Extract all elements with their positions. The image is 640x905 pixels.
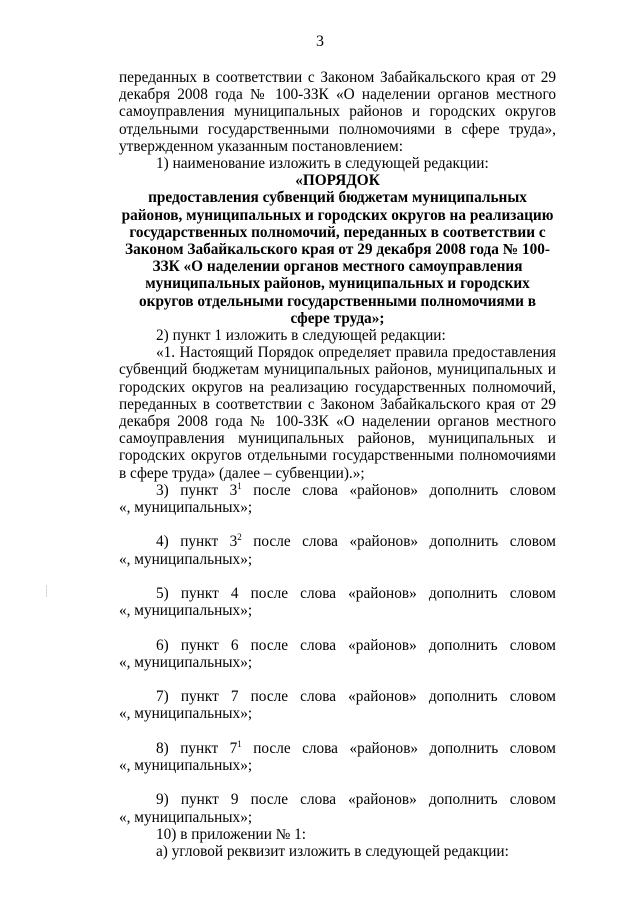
- amend-word-add: дополнить: [429, 533, 499, 551]
- amend-word-after: после: [253, 739, 291, 757]
- amendment-row: [119, 791, 556, 808]
- amend-word-slova: слова: [300, 688, 337, 706]
- amend-word-punkt: пункт: [180, 533, 219, 551]
- amendment-row: [119, 688, 556, 705]
- amend-punkt-number: [230, 533, 242, 550]
- amendment-row-continuation: «, муниципальных»;: [119, 808, 253, 826]
- item-10: 10) в приложении № 1:: [156, 825, 307, 843]
- amend-punkt-number: [230, 482, 242, 499]
- amend-word-punkt: пункт: [180, 739, 219, 757]
- amend-number: 9): [156, 791, 169, 809]
- amend-word-after: после: [250, 688, 289, 706]
- amend-word-rayonov: «районов»: [349, 481, 419, 499]
- amendment-row: [119, 533, 556, 550]
- punkt-number-value: 4: [230, 585, 239, 603]
- amend-word-slovom: словом: [509, 481, 556, 499]
- amend-word-slova: слова: [302, 739, 338, 757]
- item-2: 2) пункт 1 изложить в следующей редакции:: [156, 327, 446, 345]
- amend-word-slova: слова: [300, 585, 337, 603]
- amend-word-rayonov: «районов»: [348, 791, 417, 809]
- punkt-number-value: 3: [229, 481, 238, 499]
- amend-word-punkt: пункт: [180, 688, 219, 706]
- amend-punkt-number: [231, 637, 239, 654]
- amend-word-add: дополнить: [428, 636, 498, 654]
- document-body: [119, 69, 556, 860]
- scan-speck: [46, 585, 47, 597]
- amend-word-rayonov: «районов»: [348, 636, 417, 654]
- amend-word-after: после: [253, 533, 291, 551]
- amendment-row-continuation: «, муниципальных»;: [119, 757, 253, 775]
- order-title-body: предоставления субвенций бюджетам муниципальных районов, муниципальных и городских округов на реализацию государственных полномочий, переданных в соответствии с Законом Забайкальского края от 29 декабря 2008 года № 100-ЗЗК «О наделении органов местного самоуправления муниципальных районов, муниципальных и городских округов отдельными государственными полномочиями в сфере труда»;: [121, 189, 554, 327]
- amendment-list: [119, 482, 556, 826]
- amend-punkt-number: [231, 791, 239, 808]
- amend-word-add: дополнить: [429, 481, 499, 499]
- amend-word-add: дополнить: [428, 688, 498, 706]
- amend-punkt-number: [230, 740, 242, 757]
- amend-word-slova: слова: [302, 481, 338, 499]
- amend-word-after: после: [253, 481, 291, 499]
- punkt-number-value: 9: [230, 791, 239, 809]
- punkt-number-value: 7: [230, 688, 239, 706]
- amend-word-slovom: словом: [509, 533, 556, 551]
- amend-word-add: дополнить: [429, 739, 499, 757]
- amendment-row-continuation: «, муниципальных»;: [119, 499, 253, 517]
- amend-word-after: после: [250, 585, 289, 603]
- punkt-number-value: 7: [229, 739, 238, 757]
- amend-number: 3): [156, 481, 169, 499]
- order-title-head: «ПОРЯДОК: [295, 172, 380, 190]
- amendment-row: [119, 482, 556, 499]
- amend-word-slovom: словом: [509, 791, 556, 809]
- amend-word-rayonov: «районов»: [348, 585, 417, 603]
- page-number: 3: [316, 33, 324, 50]
- punkt-number-value: 6: [230, 636, 239, 654]
- amend-word-add: дополнить: [428, 791, 498, 809]
- amend-word-slovom: словом: [509, 585, 556, 603]
- amend-punkt-number: [231, 688, 239, 705]
- amend-word-punkt: пункт: [180, 585, 219, 603]
- amend-word-punkt: пункт: [180, 481, 219, 499]
- punkt-number-superscript: 1: [237, 480, 242, 491]
- amendment-row: [119, 585, 556, 602]
- punkt-number-value: 3: [229, 533, 238, 551]
- amendment-row: [119, 637, 556, 654]
- amend-punkt-number: [231, 585, 239, 602]
- amend-word-rayonov: «районов»: [349, 533, 419, 551]
- amend-word-rayonov: «районов»: [348, 688, 417, 706]
- amend-word-rayonov: «районов»: [349, 739, 419, 757]
- amend-word-slovom: словом: [509, 636, 556, 654]
- amend-word-add: дополнить: [428, 585, 498, 603]
- amend-number: 4): [156, 533, 169, 551]
- amend-number: 7): [156, 688, 169, 706]
- amend-number: 6): [156, 636, 169, 654]
- amend-word-punkt: пункт: [180, 636, 219, 654]
- punkt-number-superscript: 1: [237, 738, 242, 749]
- amend-number: 5): [156, 585, 169, 603]
- amend-word-slovom: словом: [509, 739, 556, 757]
- intro-paragraph: переданных в соответствии с Законом Забайкальского края от 29 декабря 2008 года № 100-ЗЗК «О наделении органов местного самоуправления муниципальных районов и городских округов отдельными государственными полномочиями в сфере труда», утвержденном указанным постановлением:: [119, 69, 556, 155]
- amend-word-after: после: [250, 791, 289, 809]
- item-10a: а) угловой реквизит изложить в следующей редакции:: [156, 843, 509, 861]
- amend-word-slova: слова: [300, 636, 337, 654]
- amendment-row-continuation: «, муниципальных»;: [119, 550, 253, 568]
- amend-word-after: после: [250, 636, 289, 654]
- amendment-row-continuation: «, муниципальных»;: [119, 653, 253, 671]
- item-1: 1) наименование изложить в следующей редакции:: [156, 155, 489, 173]
- item-2-quote: «1. Настоящий Порядок определяет правила предоставления субвенций бюджетам муниципальных районов, муниципальных и городских округов на реализацию государственных полномочий, переданных в соответствии с Законом Забайкальского края от 29 декабря 2008 года № 100-ЗЗК «О наделении органов местного самоуправления муниципальных районов, муниципальных и городских округов отдельными государственными полномочиями в сфере труда» (далее – субвенции).»;: [119, 344, 556, 482]
- amend-word-slova: слова: [302, 533, 338, 551]
- amend-word-slovom: словом: [509, 688, 556, 706]
- amendment-row-continuation: «, муниципальных»;: [119, 705, 253, 723]
- amendment-row: [119, 740, 556, 757]
- amend-number: 8): [156, 739, 169, 757]
- amendment-row-continuation: «, муниципальных»;: [119, 602, 253, 620]
- amend-word-slova: слова: [300, 791, 337, 809]
- amend-word-punkt: пункт: [180, 791, 219, 809]
- punkt-number-superscript: 2: [237, 532, 242, 543]
- order-title: [119, 172, 556, 327]
